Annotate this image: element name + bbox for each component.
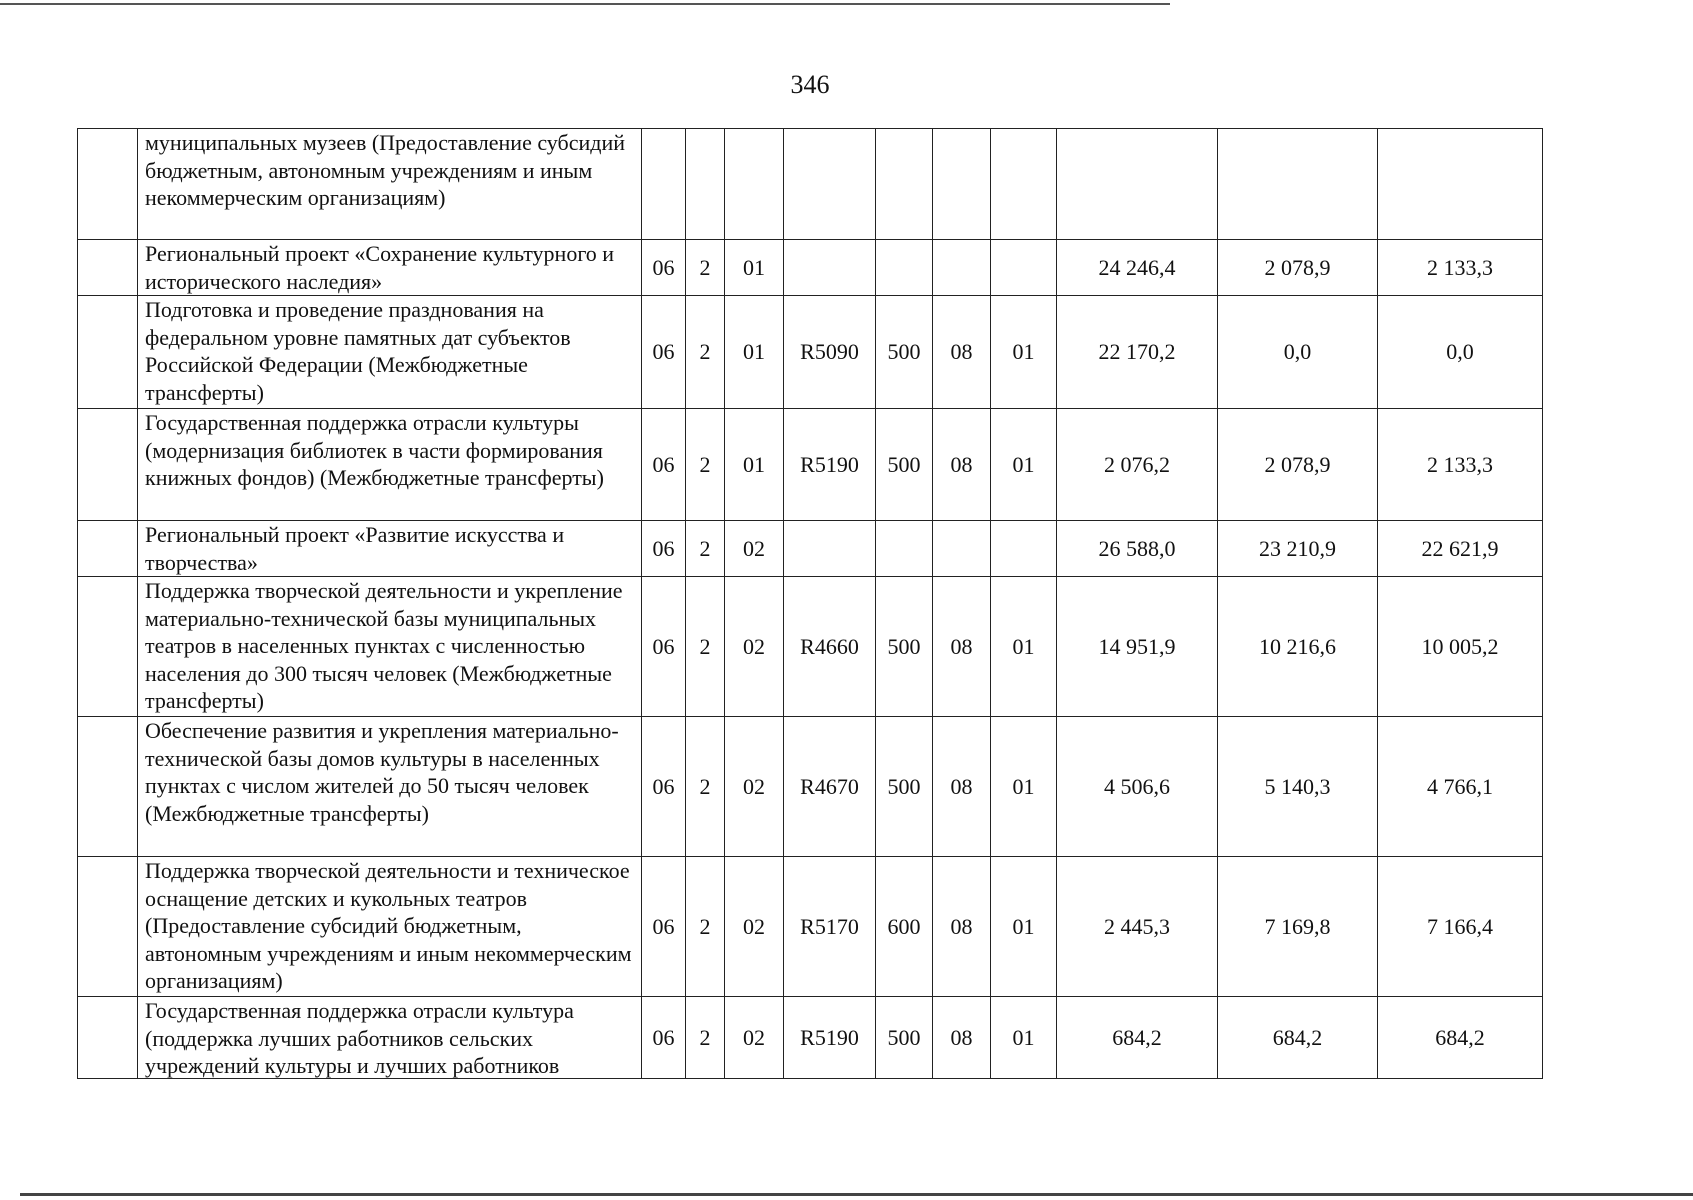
page-number: 346 — [790, 70, 830, 99]
code-cell: R4660 — [784, 577, 876, 717]
code-cell — [933, 129, 991, 240]
code-cell: 01 — [991, 997, 1057, 1079]
amount-cell: 2 133,3 — [1378, 409, 1543, 521]
code-cell — [991, 521, 1057, 577]
code-cell: 600 — [876, 857, 933, 997]
code-cell — [686, 129, 725, 240]
code-cell: 06 — [642, 857, 686, 997]
code-cell: 06 — [642, 521, 686, 577]
code-cell: 01 — [991, 857, 1057, 997]
item-name: Обеспечение развития и укрепления материально-технической базы домов культуры в населенных пунктах с числом жителей до 50 тысяч человек (Межбюджетные трансферты) — [138, 717, 642, 857]
amount-cell: 684,2 — [1378, 997, 1543, 1079]
item-name: Региональный проект «Развитие искусства и творчества» — [138, 521, 642, 577]
code-cell — [876, 240, 933, 296]
code-cell: 500 — [876, 717, 933, 857]
item-name: муниципальных музеев (Предоставление субсидий бюджетным, автономным учреждениям и иным некоммерческим организациям) — [138, 129, 642, 240]
row-number-cell — [78, 240, 138, 296]
code-cell — [876, 521, 933, 577]
code-cell: 06 — [642, 409, 686, 521]
code-cell: 06 — [642, 240, 686, 296]
code-cell: 500 — [876, 577, 933, 717]
budget-table — [77, 128, 1543, 1079]
code-cell: 08 — [933, 997, 991, 1079]
row-number-cell — [78, 409, 138, 521]
row-number-cell — [78, 296, 138, 409]
table-row — [78, 129, 1543, 240]
code-cell: 02 — [725, 521, 784, 577]
code-cell: 02 — [725, 997, 784, 1079]
amount-cell: 10 216,6 — [1218, 577, 1378, 717]
table-row — [78, 296, 1543, 409]
amount-cell: 2 078,9 — [1218, 240, 1378, 296]
item-name: Государственная поддержка отрасли культуры (модернизация библиотек в части формирования книжных фондов) (Межбюджетные трансферты) — [138, 409, 642, 521]
row-number-cell — [78, 717, 138, 857]
code-cell: 06 — [642, 577, 686, 717]
code-cell: R5190 — [784, 409, 876, 521]
table-row — [78, 577, 1543, 717]
code-cell: 08 — [933, 296, 991, 409]
item-name: Поддержка творческой деятельности и укрепление материально-технической базы муниципальных театров в населенных пунктах с численностью населения до 300 тысяч человек (Межбюджетные трансферты) — [138, 577, 642, 717]
code-cell: R5090 — [784, 296, 876, 409]
code-cell — [642, 129, 686, 240]
amount-cell: 4 766,1 — [1378, 717, 1543, 857]
row-number-cell — [78, 521, 138, 577]
amount-cell: 684,2 — [1218, 997, 1378, 1079]
code-cell — [991, 240, 1057, 296]
code-cell — [933, 521, 991, 577]
code-cell: 2 — [686, 717, 725, 857]
code-cell: 02 — [725, 717, 784, 857]
item-name: Подготовка и проведение празднования на федеральном уровне памятных дат субъектов Российской Федерации (Межбюджетные трансферты) — [138, 296, 642, 409]
code-cell: R4670 — [784, 717, 876, 857]
code-cell: 2 — [686, 857, 725, 997]
code-cell — [725, 129, 784, 240]
amount-cell: 22 170,2 — [1057, 296, 1218, 409]
code-cell: 06 — [642, 997, 686, 1079]
code-cell: 01 — [991, 296, 1057, 409]
amount-cell: 23 210,9 — [1218, 521, 1378, 577]
code-cell — [933, 240, 991, 296]
item-name: Поддержка творческой деятельности и техническое оснащение детских и кукольных театров (Предоставление субсидий бюджетным, автономным учреждениям и иным некоммерческим организациям) — [138, 857, 642, 997]
row-number-cell — [78, 129, 138, 240]
code-cell: 01 — [725, 240, 784, 296]
item-name — [138, 997, 642, 1079]
amount-cell: 2 445,3 — [1057, 857, 1218, 997]
code-cell: 08 — [933, 857, 991, 997]
code-cell — [784, 240, 876, 296]
amount-cell — [1378, 129, 1543, 240]
item-name: Региональный проект «Сохранение культурного и исторического наследия» — [138, 240, 642, 296]
row-number-cell — [78, 997, 138, 1079]
code-cell: 08 — [933, 409, 991, 521]
table-row — [78, 857, 1543, 997]
code-cell: 01 — [991, 577, 1057, 717]
code-cell — [784, 521, 876, 577]
amount-cell: 7 169,8 — [1218, 857, 1378, 997]
code-cell: 08 — [933, 577, 991, 717]
code-cell: 08 — [933, 717, 991, 857]
code-cell: 01 — [991, 717, 1057, 857]
amount-cell — [1057, 129, 1218, 240]
amount-cell — [1218, 129, 1378, 240]
code-cell: 06 — [642, 717, 686, 857]
amount-cell: 22 621,9 — [1378, 521, 1543, 577]
code-cell: 02 — [725, 577, 784, 717]
amount-cell: 0,0 — [1218, 296, 1378, 409]
amount-cell: 684,2 — [1057, 997, 1218, 1079]
table-row — [78, 717, 1543, 857]
table-row — [78, 521, 1543, 577]
code-cell: 01 — [991, 409, 1057, 521]
code-cell: 02 — [725, 857, 784, 997]
amount-cell: 14 951,9 — [1057, 577, 1218, 717]
code-cell: R5170 — [784, 857, 876, 997]
row-number-cell — [78, 577, 138, 717]
code-cell — [876, 129, 933, 240]
code-cell: R5190 — [784, 997, 876, 1079]
amount-cell: 4 506,6 — [1057, 717, 1218, 857]
code-cell — [784, 129, 876, 240]
scan-edge-bottom — [20, 1193, 1693, 1196]
code-cell: 2 — [686, 521, 725, 577]
amount-cell: 2 076,2 — [1057, 409, 1218, 521]
code-cell: 01 — [725, 296, 784, 409]
row-number-cell — [78, 857, 138, 997]
code-cell: 500 — [876, 997, 933, 1079]
amount-cell: 5 140,3 — [1218, 717, 1378, 857]
code-cell: 500 — [876, 409, 933, 521]
table-row — [78, 409, 1543, 521]
amount-cell: 0,0 — [1378, 296, 1543, 409]
code-cell: 2 — [686, 577, 725, 717]
code-cell: 2 — [686, 409, 725, 521]
code-cell — [991, 129, 1057, 240]
amount-cell: 2 133,3 — [1378, 240, 1543, 296]
amount-cell: 7 166,4 — [1378, 857, 1543, 997]
code-cell: 06 — [642, 296, 686, 409]
code-cell: 2 — [686, 296, 725, 409]
scan-edge-top — [0, 3, 1170, 5]
amount-cell: 24 246,4 — [1057, 240, 1218, 296]
code-cell: 500 — [876, 296, 933, 409]
amount-cell: 10 005,2 — [1378, 577, 1543, 717]
code-cell: 2 — [686, 997, 725, 1079]
amount-cell: 26 588,0 — [1057, 521, 1218, 577]
amount-cell: 2 078,9 — [1218, 409, 1378, 521]
code-cell: 01 — [725, 409, 784, 521]
item-name-text: Государственная поддержка отрасли культура (поддержка лучших работников сельских учреждений культуры и лучших работников — [145, 998, 574, 1078]
table-row — [78, 997, 1543, 1079]
code-cell: 2 — [686, 240, 725, 296]
table-row — [78, 240, 1543, 296]
